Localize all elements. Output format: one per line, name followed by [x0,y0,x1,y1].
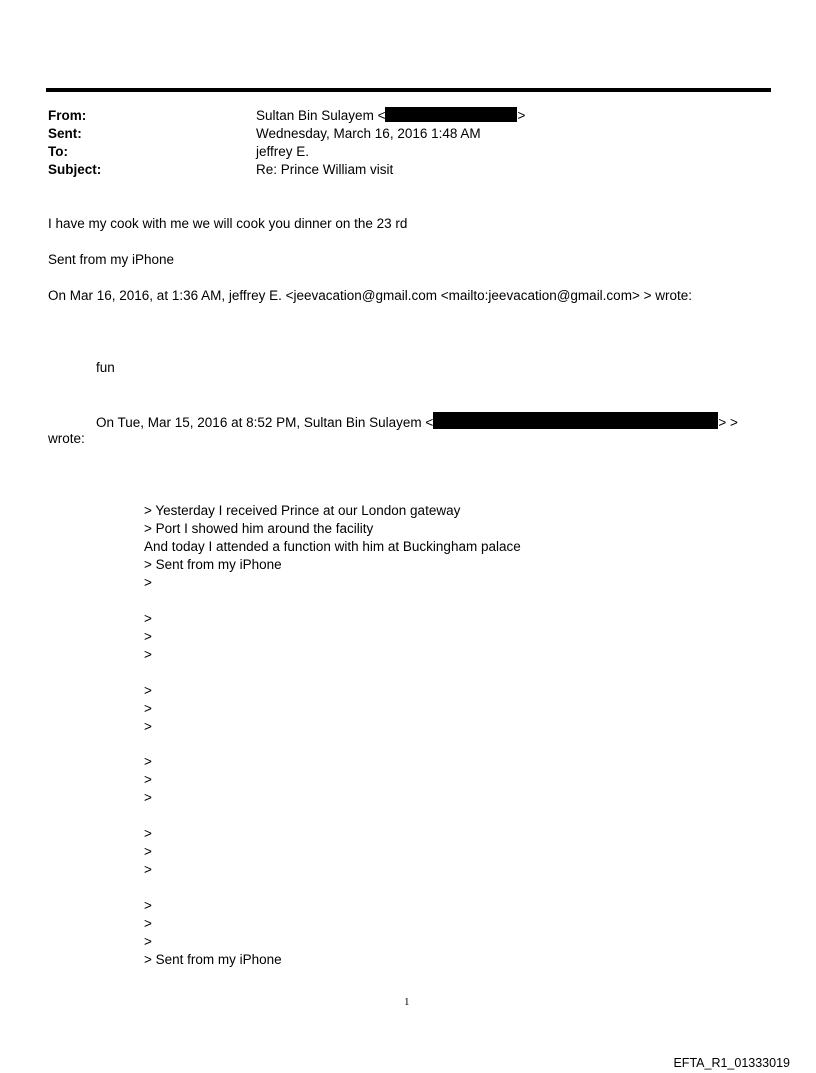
quoted-line: > [144,772,152,787]
quoted-line: > [144,647,152,662]
quoted-line: > [144,862,152,877]
quoted-line: > Port I showed him around the facility [144,521,374,536]
to-value: jeffrey E. [256,144,310,159]
quote-intro: On Mar 16, 2016, at 1:36 AM, jeffrey E. <jeevacation@gmail.com <mailto:jeevacation@gmail.com> > wrote: [48,288,692,303]
quoted-line: > [144,790,152,805]
redaction-block [433,412,718,429]
subject-value: Re: Prince William visit [256,162,394,177]
page-number: 1 [404,996,410,1008]
quoted-line: > [144,629,152,644]
reply-text: fun [96,360,115,375]
from-label: From: [48,108,87,123]
quote2-close: > > [718,415,738,430]
quoted-line: > [144,916,152,931]
signature: Sent from my iPhone [48,252,175,267]
redaction-block [385,107,517,122]
quote2-wrote: wrote: [48,431,85,446]
quoted-line: > [144,934,152,949]
quoted-line: > Yesterday I received Prince at our London gateway [144,503,461,518]
quoted-line: > [144,898,152,913]
quoted-line: > [144,611,152,626]
quoted-line: > [144,826,152,841]
sent-value: Wednesday, March 16, 2016 1:48 AM [256,126,481,141]
header-rule [46,88,771,92]
quoted-line: > [144,575,152,590]
sent-label: Sent: [48,126,82,141]
quoted-line: > Sent from my iPhone [144,952,282,967]
body-line: I have my cook with me we will cook you dinner on the 23 rd [48,216,408,231]
quoted-line: > Sent from my iPhone [144,557,282,572]
quoted-line: And today I attended a function with him at Buckingham palace [144,539,521,554]
quoted-line: > [144,844,152,859]
quoted-line: > [144,754,152,769]
from-name: Sultan Bin Sulayem < [256,108,386,123]
quoted-line: > [144,719,152,734]
from-close: > [517,108,526,123]
subject-label: Subject: [48,162,102,177]
quote2-intro [96,412,738,432]
to-label: To: [48,144,68,159]
quoted-line: > [144,683,152,698]
bates-number: EFTA_R1_01333019 [673,1056,790,1070]
quote2-intro-text: On Tue, Mar 15, 2016 at 8:52 PM, Sultan Bin Sulayem < [96,415,434,430]
from-value [256,107,525,125]
quoted-line: > [144,701,152,716]
